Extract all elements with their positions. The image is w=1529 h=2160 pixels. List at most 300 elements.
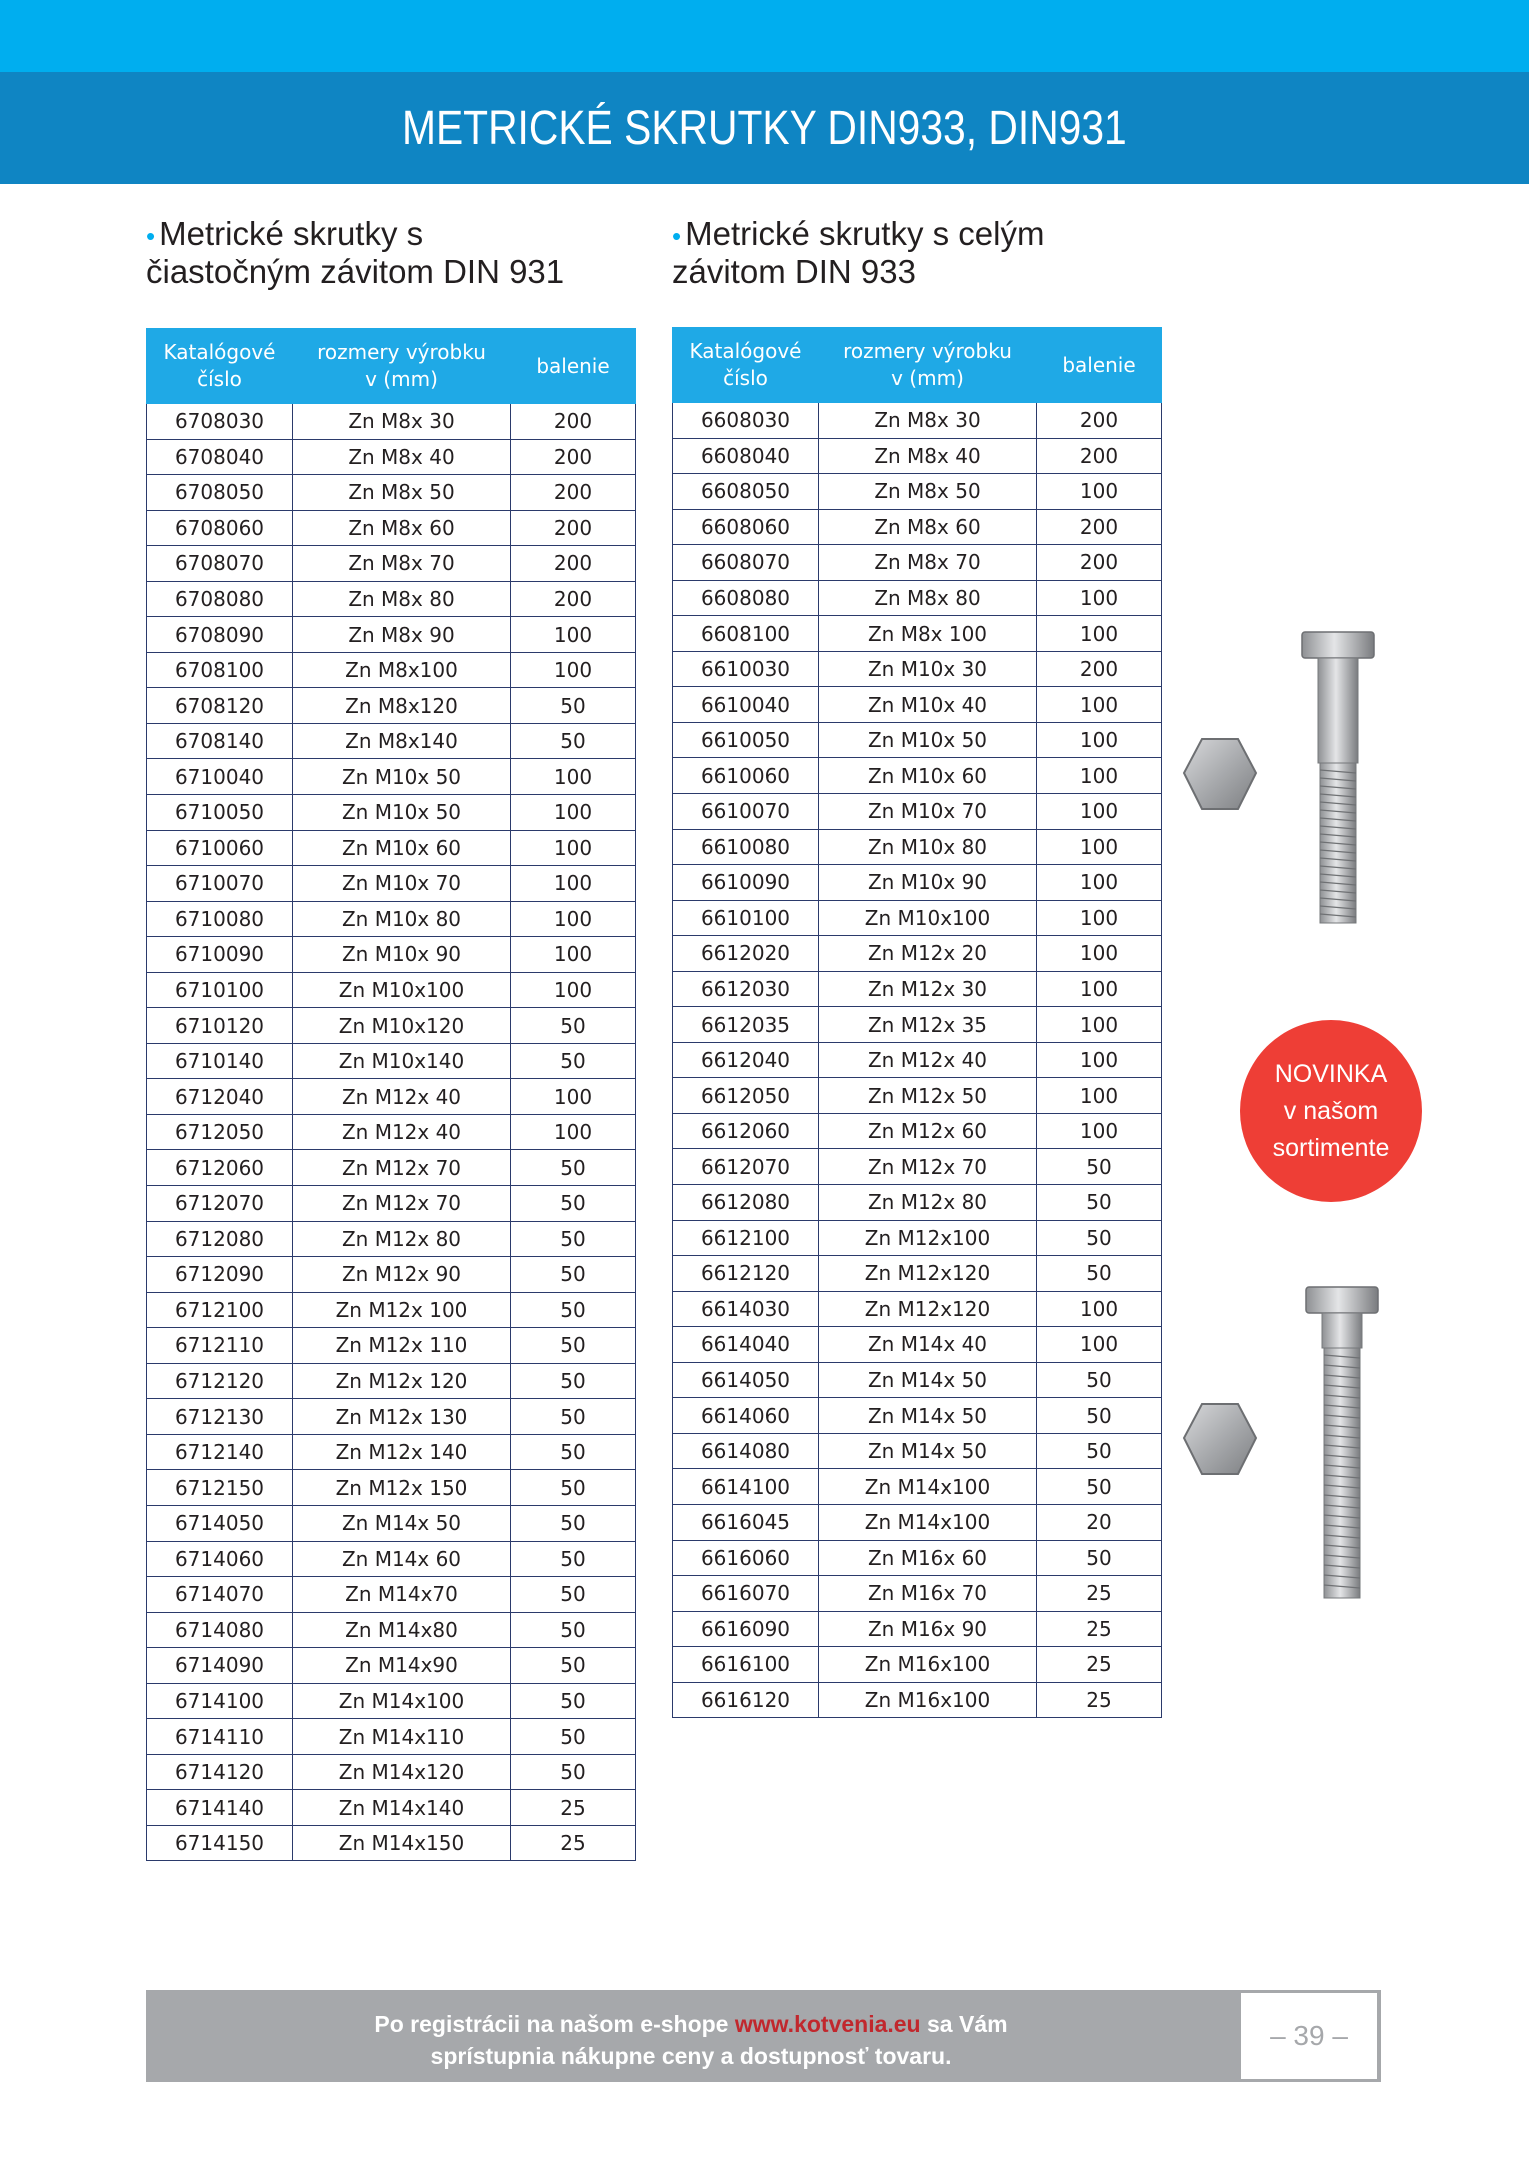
catalog-number-cell: 6610090 bbox=[673, 865, 819, 901]
package-cell: 100 bbox=[511, 652, 636, 688]
dimensions-cell: Zn M12x100 bbox=[819, 1220, 1037, 1256]
package-cell: 200 bbox=[1037, 438, 1162, 474]
table-row bbox=[673, 1504, 1162, 1540]
package-cell: 20 bbox=[1037, 1504, 1162, 1540]
table-row bbox=[673, 758, 1162, 794]
table-row bbox=[673, 1185, 1162, 1221]
dimensions-cell: Zn M16x100 bbox=[819, 1682, 1037, 1718]
table-row bbox=[147, 1008, 636, 1044]
dimensions-cell: Zn M14x150 bbox=[293, 1825, 511, 1861]
package-cell: 100 bbox=[511, 972, 636, 1008]
catalog-number-cell: 6614080 bbox=[673, 1433, 819, 1469]
dimensions-cell: Zn M10x120 bbox=[293, 1008, 511, 1044]
package-cell: 100 bbox=[1037, 616, 1162, 652]
catalog-number-cell: 6714070 bbox=[147, 1577, 293, 1613]
package-cell: 50 bbox=[511, 1150, 636, 1186]
package-cell: 50 bbox=[511, 1363, 636, 1399]
package-cell: 50 bbox=[511, 1221, 636, 1257]
table-row bbox=[147, 1577, 636, 1613]
table-row bbox=[147, 830, 636, 866]
package-cell: 200 bbox=[511, 510, 636, 546]
dimensions-cell: Zn M14x120 bbox=[293, 1754, 511, 1790]
table-row bbox=[673, 1611, 1162, 1647]
package-cell: 200 bbox=[511, 546, 636, 582]
dimensions-cell: Zn M12x 120 bbox=[293, 1363, 511, 1399]
table-row bbox=[673, 1220, 1162, 1256]
page-number: – 39 – bbox=[1241, 1993, 1377, 2079]
table-row bbox=[673, 651, 1162, 687]
table-row bbox=[147, 1043, 636, 1079]
table-row bbox=[147, 688, 636, 724]
dimensions-cell: Zn M10x 90 bbox=[293, 937, 511, 973]
package-cell: 50 bbox=[511, 1683, 636, 1719]
package-cell: 50 bbox=[511, 1008, 636, 1044]
dimensions-cell: Zn M12x 100 bbox=[293, 1292, 511, 1328]
package-cell: 50 bbox=[511, 1186, 636, 1222]
package-cell: 25 bbox=[511, 1790, 636, 1826]
dimensions-cell: Zn M10x 60 bbox=[819, 758, 1037, 794]
package-cell: 200 bbox=[1037, 651, 1162, 687]
din931-table bbox=[146, 328, 636, 1861]
catalog-number-cell: 6710140 bbox=[147, 1043, 293, 1079]
package-cell: 100 bbox=[511, 1114, 636, 1150]
table-row bbox=[147, 1257, 636, 1293]
package-cell: 100 bbox=[1037, 1042, 1162, 1078]
catalog-number-cell: 6614100 bbox=[673, 1469, 819, 1505]
dimensions-cell: Zn M8x 50 bbox=[819, 474, 1037, 510]
catalog-number-cell: 6616120 bbox=[673, 1682, 819, 1718]
dimensions-cell: Zn M14x100 bbox=[819, 1469, 1037, 1505]
dimensions-cell: Zn M12x 130 bbox=[293, 1399, 511, 1435]
catalog-number-cell: 6612100 bbox=[673, 1220, 819, 1256]
package-cell: 100 bbox=[511, 830, 636, 866]
dimensions-cell: Zn M8x 70 bbox=[819, 545, 1037, 581]
table-row bbox=[673, 1682, 1162, 1718]
dimensions-cell: Zn M12x120 bbox=[819, 1291, 1037, 1327]
table-row bbox=[147, 795, 636, 831]
catalog-number-cell: 6610040 bbox=[673, 687, 819, 723]
hex-bolt-icon bbox=[1302, 1285, 1382, 1605]
table-row bbox=[673, 1398, 1162, 1434]
package-cell: 200 bbox=[511, 475, 636, 511]
dimensions-cell: Zn M10x 30 bbox=[819, 651, 1037, 687]
dimensions-cell: Zn M8x 60 bbox=[293, 510, 511, 546]
package-cell: 50 bbox=[1037, 1362, 1162, 1398]
header-dimensions: rozmery výrobku v (mm) bbox=[293, 329, 511, 404]
package-cell: 100 bbox=[1037, 1007, 1162, 1043]
catalog-number-cell: 6708100 bbox=[147, 652, 293, 688]
catalog-number-cell: 6714150 bbox=[147, 1825, 293, 1861]
package-cell: 100 bbox=[1037, 900, 1162, 936]
table-row bbox=[673, 474, 1162, 510]
table-row bbox=[673, 616, 1162, 652]
dimensions-cell: Zn M8x100 bbox=[293, 652, 511, 688]
dimensions-cell: Zn M12x 140 bbox=[293, 1434, 511, 1470]
package-cell: 50 bbox=[1037, 1149, 1162, 1185]
dimensions-cell: Zn M14x 40 bbox=[819, 1327, 1037, 1363]
table-header-row bbox=[673, 328, 1162, 403]
catalog-number-cell: 6610030 bbox=[673, 651, 819, 687]
table-row bbox=[673, 829, 1162, 865]
dimensions-cell: Zn M14x 50 bbox=[819, 1398, 1037, 1434]
package-cell: 100 bbox=[1037, 865, 1162, 901]
package-cell: 100 bbox=[1037, 758, 1162, 794]
top-accent-band bbox=[0, 0, 1529, 72]
table-row bbox=[147, 581, 636, 617]
table-row bbox=[147, 1648, 636, 1684]
table-row bbox=[147, 1434, 636, 1470]
table-row bbox=[673, 1078, 1162, 1114]
catalog-number-cell: 6712050 bbox=[147, 1114, 293, 1150]
dimensions-cell: Zn M16x 90 bbox=[819, 1611, 1037, 1647]
catalog-number-cell: 6710050 bbox=[147, 795, 293, 831]
catalog-number-cell: 6710100 bbox=[147, 972, 293, 1008]
table-row bbox=[147, 723, 636, 759]
table-row bbox=[147, 1292, 636, 1328]
dimensions-cell: Zn M16x 60 bbox=[819, 1540, 1037, 1576]
catalog-number-cell: 6714080 bbox=[147, 1612, 293, 1648]
table-row bbox=[673, 936, 1162, 972]
footer-text: Po registrácii na našom e-shope www.kotvenia.eu sa Vám sprístupnia nákupne ceny a dostupnosť tovaru. bbox=[374, 2011, 1008, 2069]
catalog-number-cell: 6714110 bbox=[147, 1719, 293, 1755]
package-cell: 50 bbox=[511, 1257, 636, 1293]
catalog-number-cell: 6610100 bbox=[673, 900, 819, 936]
table-row bbox=[673, 545, 1162, 581]
header-package: balenie bbox=[1037, 328, 1162, 403]
dimensions-cell: Zn M12x 150 bbox=[293, 1470, 511, 1506]
dimensions-cell: Zn M14x70 bbox=[293, 1577, 511, 1613]
catalog-number-cell: 6708050 bbox=[147, 475, 293, 511]
table-row bbox=[673, 865, 1162, 901]
package-cell: 100 bbox=[1037, 687, 1162, 723]
eshope-link[interactable]: www.kotvenia.eu bbox=[734, 2011, 921, 2037]
package-cell: 100 bbox=[511, 1079, 636, 1115]
table-row bbox=[147, 1825, 636, 1861]
table-row bbox=[673, 1576, 1162, 1612]
table-row bbox=[673, 1256, 1162, 1292]
table-row bbox=[147, 972, 636, 1008]
catalog-number-cell: 6614040 bbox=[673, 1327, 819, 1363]
catalog-number-cell: 6714090 bbox=[147, 1648, 293, 1684]
package-cell: 100 bbox=[1037, 1113, 1162, 1149]
table-row bbox=[147, 1079, 636, 1115]
catalog-number-cell: 6712040 bbox=[147, 1079, 293, 1115]
dimensions-cell: Zn M12x 50 bbox=[819, 1078, 1037, 1114]
package-cell: 100 bbox=[1037, 829, 1162, 865]
dimensions-cell: Zn M12x 70 bbox=[293, 1186, 511, 1222]
hex-nut-icon bbox=[1180, 735, 1260, 815]
catalog-number-cell: 6612070 bbox=[673, 1149, 819, 1185]
dimensions-cell: Zn M8x 40 bbox=[293, 439, 511, 475]
bullet-icon: • bbox=[672, 221, 682, 251]
catalog-number-cell: 6610070 bbox=[673, 794, 819, 830]
table-row bbox=[147, 1790, 636, 1826]
package-cell: 100 bbox=[511, 937, 636, 973]
table-row bbox=[147, 546, 636, 582]
package-cell: 100 bbox=[1037, 474, 1162, 510]
table-row bbox=[147, 439, 636, 475]
catalog-number-cell: 6710080 bbox=[147, 901, 293, 937]
catalog-number-cell: 6710060 bbox=[147, 830, 293, 866]
dimensions-cell: Zn M12x 90 bbox=[293, 1257, 511, 1293]
package-cell: 50 bbox=[1037, 1469, 1162, 1505]
package-cell: 100 bbox=[1037, 722, 1162, 758]
catalog-number-cell: 6714140 bbox=[147, 1790, 293, 1826]
table-row bbox=[673, 1042, 1162, 1078]
catalog-number-cell: 6712070 bbox=[147, 1186, 293, 1222]
hex-nut-icon bbox=[1180, 1400, 1260, 1480]
table-row bbox=[147, 901, 636, 937]
package-cell: 50 bbox=[511, 1719, 636, 1755]
dimensions-cell: Zn M14x100 bbox=[293, 1683, 511, 1719]
table-row bbox=[673, 1007, 1162, 1043]
section-title-din931: • Metrické skrutky s čiastočným závitom DIN 931 bbox=[146, 215, 565, 290]
catalog-number-cell: 6612080 bbox=[673, 1185, 819, 1221]
package-cell: 50 bbox=[1037, 1220, 1162, 1256]
table-row bbox=[147, 759, 636, 795]
package-cell: 100 bbox=[1037, 794, 1162, 830]
dimensions-cell: Zn M14x 50 bbox=[819, 1362, 1037, 1398]
dimensions-cell: Zn M14x110 bbox=[293, 1719, 511, 1755]
dimensions-cell: Zn M14x 60 bbox=[293, 1541, 511, 1577]
table-row bbox=[673, 438, 1162, 474]
package-cell: 100 bbox=[1037, 1291, 1162, 1327]
catalog-number-cell: 6608030 bbox=[673, 403, 819, 439]
package-cell: 50 bbox=[511, 1043, 636, 1079]
catalog-number-cell: 6612060 bbox=[673, 1113, 819, 1149]
catalog-number-cell: 6708120 bbox=[147, 688, 293, 724]
table-row bbox=[147, 1221, 636, 1257]
catalog-number-cell: 6608070 bbox=[673, 545, 819, 581]
catalog-number-cell: 6712140 bbox=[147, 1434, 293, 1470]
package-cell: 50 bbox=[1037, 1398, 1162, 1434]
package-cell: 200 bbox=[1037, 509, 1162, 545]
dimensions-cell: Zn M16x 70 bbox=[819, 1576, 1037, 1612]
dimensions-cell: Zn M8x140 bbox=[293, 723, 511, 759]
catalog-number-cell: 6712080 bbox=[147, 1221, 293, 1257]
catalog-number-cell: 6616060 bbox=[673, 1540, 819, 1576]
catalog-number-cell: 6614030 bbox=[673, 1291, 819, 1327]
catalog-number-cell: 6712150 bbox=[147, 1470, 293, 1506]
package-cell: 100 bbox=[1037, 1327, 1162, 1363]
package-cell: 100 bbox=[511, 759, 636, 795]
dimensions-cell: Zn M10x 50 bbox=[293, 759, 511, 795]
table-row bbox=[147, 510, 636, 546]
catalog-number-cell: 6712110 bbox=[147, 1328, 293, 1364]
catalog-number-cell: 6710040 bbox=[147, 759, 293, 795]
package-cell: 25 bbox=[1037, 1647, 1162, 1683]
table-row bbox=[673, 722, 1162, 758]
package-cell: 200 bbox=[511, 439, 636, 475]
dimensions-cell: Zn M10x 80 bbox=[819, 829, 1037, 865]
table-row bbox=[673, 900, 1162, 936]
dimensions-cell: Zn M8x 30 bbox=[819, 403, 1037, 439]
dimensions-cell: Zn M10x 80 bbox=[293, 901, 511, 937]
din933-table bbox=[672, 327, 1162, 1718]
header-catalog-number: Katalógové číslo bbox=[147, 329, 293, 404]
table-row bbox=[673, 1113, 1162, 1149]
table-row bbox=[147, 1328, 636, 1364]
dimensions-cell: Zn M14x90 bbox=[293, 1648, 511, 1684]
table-row bbox=[673, 1647, 1162, 1683]
dimensions-cell: Zn M8x 80 bbox=[293, 581, 511, 617]
table-row bbox=[147, 617, 636, 653]
dimensions-cell: Zn M8x120 bbox=[293, 688, 511, 724]
package-cell: 100 bbox=[1037, 971, 1162, 1007]
package-cell: 25 bbox=[1037, 1576, 1162, 1612]
package-cell: 100 bbox=[1037, 1078, 1162, 1114]
dimensions-cell: Zn M12x 110 bbox=[293, 1328, 511, 1364]
dimensions-cell: Zn M8x 60 bbox=[819, 509, 1037, 545]
package-cell: 50 bbox=[511, 1754, 636, 1790]
table-row bbox=[673, 1469, 1162, 1505]
table-row bbox=[673, 580, 1162, 616]
catalog-number-cell: 6710090 bbox=[147, 937, 293, 973]
table-row bbox=[147, 1399, 636, 1435]
dimensions-cell: Zn M12x 30 bbox=[819, 971, 1037, 1007]
dimensions-cell: Zn M12x 70 bbox=[293, 1150, 511, 1186]
table-header-row bbox=[147, 329, 636, 404]
catalog-number-cell: 6712120 bbox=[147, 1363, 293, 1399]
package-cell: 50 bbox=[511, 1399, 636, 1435]
catalog-number-cell: 6708090 bbox=[147, 617, 293, 653]
dimensions-cell: Zn M12x 60 bbox=[819, 1113, 1037, 1149]
dimensions-cell: Zn M10x 60 bbox=[293, 830, 511, 866]
header-package: balenie bbox=[511, 329, 636, 404]
catalog-number-cell: 6608060 bbox=[673, 509, 819, 545]
dimensions-cell: Zn M10x140 bbox=[293, 1043, 511, 1079]
dimensions-cell: Zn M14x140 bbox=[293, 1790, 511, 1826]
package-cell: 200 bbox=[1037, 545, 1162, 581]
table-row bbox=[147, 1363, 636, 1399]
catalog-number-cell: 6614060 bbox=[673, 1398, 819, 1434]
dimensions-cell: Zn M8x 80 bbox=[819, 580, 1037, 616]
dimensions-cell: Zn M10x 70 bbox=[819, 794, 1037, 830]
dimensions-cell: Zn M10x 90 bbox=[819, 865, 1037, 901]
catalog-number-cell: 6612120 bbox=[673, 1256, 819, 1292]
dimensions-cell: Zn M12x 80 bbox=[293, 1221, 511, 1257]
dimensions-cell: Zn M8x 70 bbox=[293, 546, 511, 582]
catalog-number-cell: 6714050 bbox=[147, 1505, 293, 1541]
table-row bbox=[673, 403, 1162, 439]
package-cell: 50 bbox=[1037, 1185, 1162, 1221]
catalog-number-cell: 6710120 bbox=[147, 1008, 293, 1044]
dimensions-cell: Zn M8x 50 bbox=[293, 475, 511, 511]
dimensions-cell: Zn M14x 50 bbox=[293, 1505, 511, 1541]
catalog-number-cell: 6610060 bbox=[673, 758, 819, 794]
package-cell: 50 bbox=[511, 1470, 636, 1506]
package-cell: 50 bbox=[511, 1328, 636, 1364]
package-cell: 200 bbox=[511, 404, 636, 440]
catalog-number-cell: 6616070 bbox=[673, 1576, 819, 1612]
bullet-icon: • bbox=[146, 221, 156, 251]
catalog-number-cell: 6612035 bbox=[673, 1007, 819, 1043]
dimensions-cell: Zn M14x100 bbox=[819, 1504, 1037, 1540]
catalog-number-cell: 6708080 bbox=[147, 581, 293, 617]
table-row bbox=[673, 1540, 1162, 1576]
package-cell: 200 bbox=[511, 581, 636, 617]
table-row bbox=[673, 509, 1162, 545]
catalog-number-cell: 6616100 bbox=[673, 1647, 819, 1683]
header-dimensions: rozmery výrobku v (mm) bbox=[819, 328, 1037, 403]
catalog-number-cell: 6708070 bbox=[147, 546, 293, 582]
dimensions-cell: Zn M12x 70 bbox=[819, 1149, 1037, 1185]
dimensions-cell: Zn M8x 40 bbox=[819, 438, 1037, 474]
catalog-number-cell: 6712130 bbox=[147, 1399, 293, 1435]
hex-bolt-icon bbox=[1298, 630, 1378, 930]
package-cell: 100 bbox=[511, 901, 636, 937]
catalog-number-cell: 6610050 bbox=[673, 722, 819, 758]
package-cell: 100 bbox=[1037, 580, 1162, 616]
catalog-number-cell: 6612020 bbox=[673, 936, 819, 972]
catalog-number-cell: 6708040 bbox=[147, 439, 293, 475]
package-cell: 200 bbox=[1037, 403, 1162, 439]
table-row bbox=[147, 1719, 636, 1755]
catalog-number-cell: 6614050 bbox=[673, 1362, 819, 1398]
catalog-number-cell: 6708060 bbox=[147, 510, 293, 546]
catalog-number-cell: 6610080 bbox=[673, 829, 819, 865]
package-cell: 50 bbox=[1037, 1540, 1162, 1576]
table-row bbox=[673, 1433, 1162, 1469]
dimensions-cell: Zn M16x100 bbox=[819, 1647, 1037, 1683]
dimensions-cell: Zn M10x100 bbox=[819, 900, 1037, 936]
dimensions-cell: Zn M12x 40 bbox=[293, 1114, 511, 1150]
dimensions-cell: Zn M12x 80 bbox=[819, 1185, 1037, 1221]
package-cell: 100 bbox=[511, 795, 636, 831]
dimensions-cell: Zn M8x 30 bbox=[293, 404, 511, 440]
package-cell: 25 bbox=[511, 1825, 636, 1861]
catalog-number-cell: 6612040 bbox=[673, 1042, 819, 1078]
catalog-number-cell: 6708140 bbox=[147, 723, 293, 759]
footer-bar bbox=[146, 1990, 1381, 2082]
table-row bbox=[147, 866, 636, 902]
table-row bbox=[147, 652, 636, 688]
package-cell: 100 bbox=[1037, 936, 1162, 972]
catalog-number-cell: 6712060 bbox=[147, 1150, 293, 1186]
package-cell: 50 bbox=[511, 1505, 636, 1541]
table-row bbox=[147, 1683, 636, 1719]
package-cell: 50 bbox=[1037, 1256, 1162, 1292]
table-row bbox=[673, 687, 1162, 723]
table-row bbox=[673, 794, 1162, 830]
package-cell: 50 bbox=[511, 688, 636, 724]
table-row bbox=[673, 971, 1162, 1007]
table-row bbox=[673, 1327, 1162, 1363]
catalog-number-cell: 6714120 bbox=[147, 1754, 293, 1790]
new-product-badge: NOVINKA v našom sortimente bbox=[1240, 1020, 1422, 1202]
section-title-din933: • Metrické skrutky s celým závitom DIN 933 bbox=[672, 215, 1045, 290]
table-row bbox=[147, 404, 636, 440]
dimensions-cell: Zn M12x120 bbox=[819, 1256, 1037, 1292]
package-cell: 50 bbox=[511, 1434, 636, 1470]
dimensions-cell: Zn M14x80 bbox=[293, 1612, 511, 1648]
package-cell: 100 bbox=[511, 617, 636, 653]
catalog-number-cell: 6714100 bbox=[147, 1683, 293, 1719]
catalog-number-cell: 6714060 bbox=[147, 1541, 293, 1577]
title-banner bbox=[0, 72, 1529, 184]
catalog-number-cell: 6608050 bbox=[673, 474, 819, 510]
dimensions-cell: Zn M8x 90 bbox=[293, 617, 511, 653]
catalog-number-cell: 6710070 bbox=[147, 866, 293, 902]
catalog-number-cell: 6616045 bbox=[673, 1504, 819, 1540]
dimensions-cell: Zn M12x 20 bbox=[819, 936, 1037, 972]
catalog-number-cell: 6616090 bbox=[673, 1611, 819, 1647]
package-cell: 50 bbox=[511, 1648, 636, 1684]
table-row bbox=[147, 1754, 636, 1790]
dimensions-cell: Zn M12x 40 bbox=[819, 1042, 1037, 1078]
catalog-number-cell: 6712100 bbox=[147, 1292, 293, 1328]
package-cell: 50 bbox=[511, 1292, 636, 1328]
